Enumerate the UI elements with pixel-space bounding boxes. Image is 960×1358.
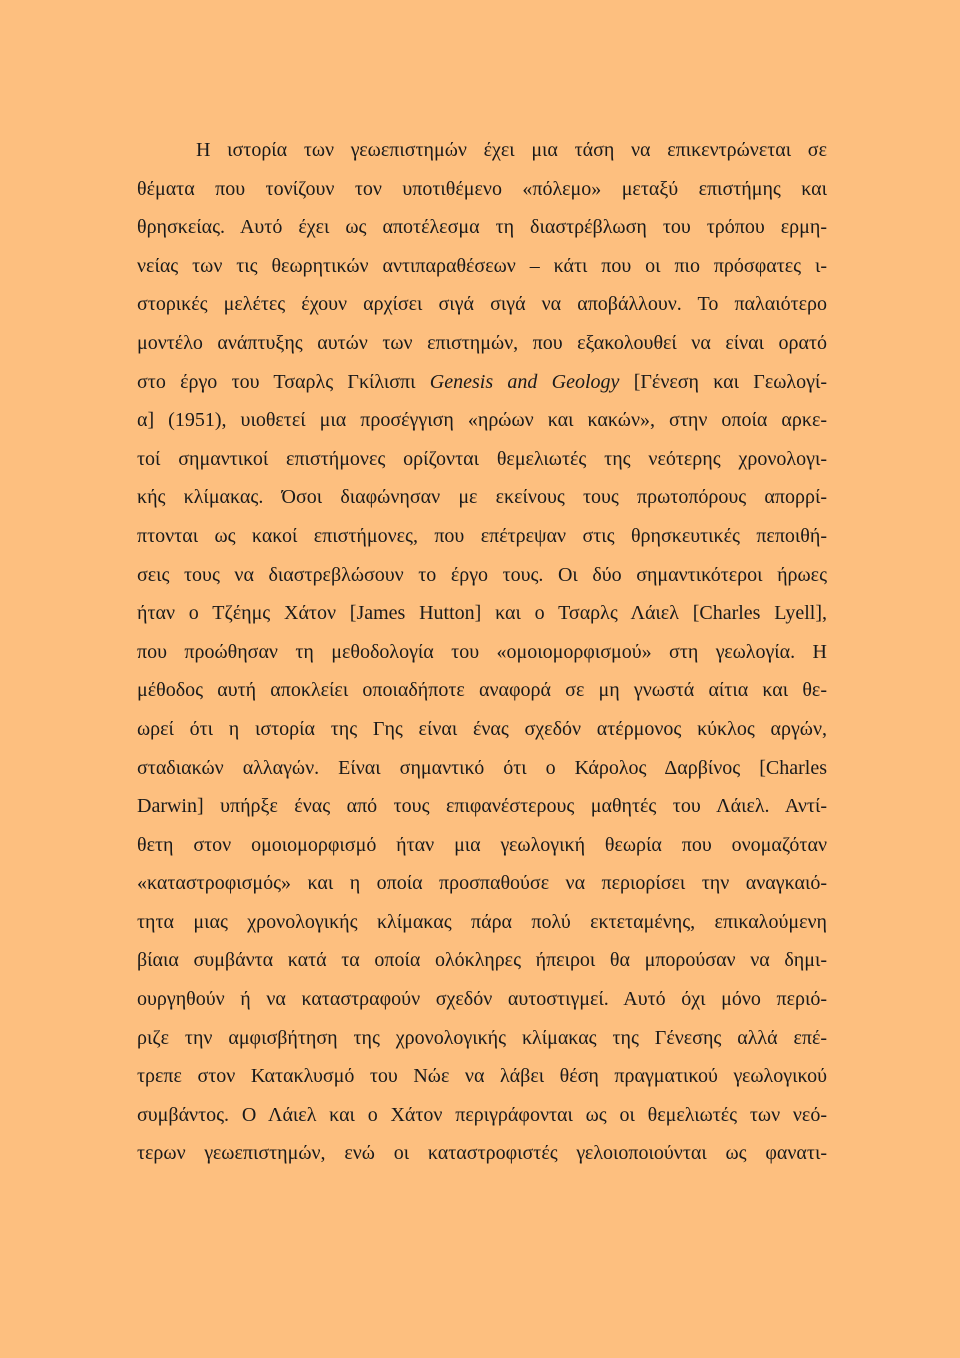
text-line: α] (1951), υιοθετεί μια προσέγγιση «ηρώων και κακών», στην οποία αρκε- xyxy=(137,409,827,432)
text-line: τρεπε στον Κατακλυσμό του Νώε να λάβει θέση πραγματικού γεωλογικού xyxy=(137,1065,827,1088)
text-line: ουργηθούν ή να καταστραφούν σχεδόν αυτοστιγμεί. Αυτό όχι μόνο περιό- xyxy=(137,988,827,1011)
document-page xyxy=(137,131,827,1173)
text-line: Η ιστορία των γεωεπιστημών έχει μια τάση να επικεντρώνεται σε xyxy=(196,139,827,161)
text-line: πτονται ως κακοί επιστήμονες, που επέτρεψαν στις θρησκευτικές πεποιθή- xyxy=(137,524,827,547)
text-line: θρησκείας. Αυτό έχει ως αποτέλεσμα τη διαστρέβλωση του τρόπου ερμη- xyxy=(137,216,827,239)
text-segment: στο έργο του Τσαρλς Γκίλισπι xyxy=(137,370,430,393)
text-line: Darwin] υπήρξε ένας από τους επιφανέστερους μαθητές του Λάιελ. Αντί- xyxy=(137,795,827,818)
text-segment: [Γένεση και Γεωλογί- xyxy=(619,370,828,393)
text-line: στορικές μελέτες έχουν αρχίσει σιγά σιγά να αποβάλλουν. Το παλαιότερο xyxy=(137,293,827,316)
text-line: τητα μιας χρονολογικής κλίμακας πάρα πολύ εκτεταμένης, επικαλούμενη xyxy=(137,910,827,933)
text-line-with-title xyxy=(137,363,827,402)
text-line: σεις τους να διαστρεβλώσουν το έργο τους. Οι δύο σημαντικότεροι ήρωες xyxy=(137,563,827,586)
text-line: θέματα που τονίζουν τον υποτιθέμενο «πόλεμο» μεταξύ επιστήμης και xyxy=(137,177,827,200)
text-line: «καταστροφισμός» και η οποία προσπαθούσε να περιορίσει την αναγκαιό- xyxy=(137,872,827,895)
text-line: μοντέλο ανάπτυξης αυτών των επιστημών, που εξακολουθεί να είναι ορατό xyxy=(137,331,827,354)
text-line: που προώθησαν τη μεθοδολογία του «ομοιομορφισμού» στη γεωλογία. Η xyxy=(137,640,827,663)
text-line: συμβάντος. Ο Λάιελ και ο Χάτον περιγράφονται ως οι θεμελιωτές των νεό- xyxy=(137,1103,827,1126)
text-line: τερων γεωεπιστημών, ενώ οι καταστροφιστές γελοιοποιούνται ως φανατι- xyxy=(137,1142,827,1165)
text-line: θετη στον ομοιομορφισμό ήταν μια γεωλογική θεωρία που ονομαζόταν xyxy=(137,833,827,856)
book-title: Genesis and Geology xyxy=(429,370,620,393)
text-line: σταδιακών αλλαγών. Είναι σημαντικό ότι ο Κάρολος Δαρβίνος [Charles xyxy=(137,756,827,779)
text-line: ήταν ο Τζέημς Χάτον [James Hutton] και ο Τσαρλς Λάιελ [Charles Lyell], xyxy=(137,602,827,625)
text-line: βίαια συμβάντα κατά τα οποία ολόκληρες ήπειροι θα μπορούσαν να δημι- xyxy=(137,949,827,972)
text-line: κής κλίμακας. Όσοι διαφώνησαν με εκείνους τους πρωτοπόρους απορρί- xyxy=(137,486,827,509)
text-line: ριζε την αμφισβήτηση της χρονολογικής κλίμακας της Γένεσης αλλά επέ- xyxy=(137,1026,827,1049)
text-line: τοί σημαντικοί επιστήμονες ορίζονται θεμελιωτές της νεότερης χρονολογι- xyxy=(137,447,827,470)
text-line: νείας των τις θεωρητικών αντιπαραθέσεων – κάτι που οι πιο πρόσφατες ι- xyxy=(137,254,827,277)
text-line: μέθοδος αυτή αποκλείει οποιαδήποτε αναφορά σε μη γνωστά αίτια και θε- xyxy=(137,679,827,702)
text-line: ωρεί ότι η ιστορία της Γης είναι ένας σχεδόν ατέρμονος κύκλος αργών, xyxy=(137,717,827,740)
